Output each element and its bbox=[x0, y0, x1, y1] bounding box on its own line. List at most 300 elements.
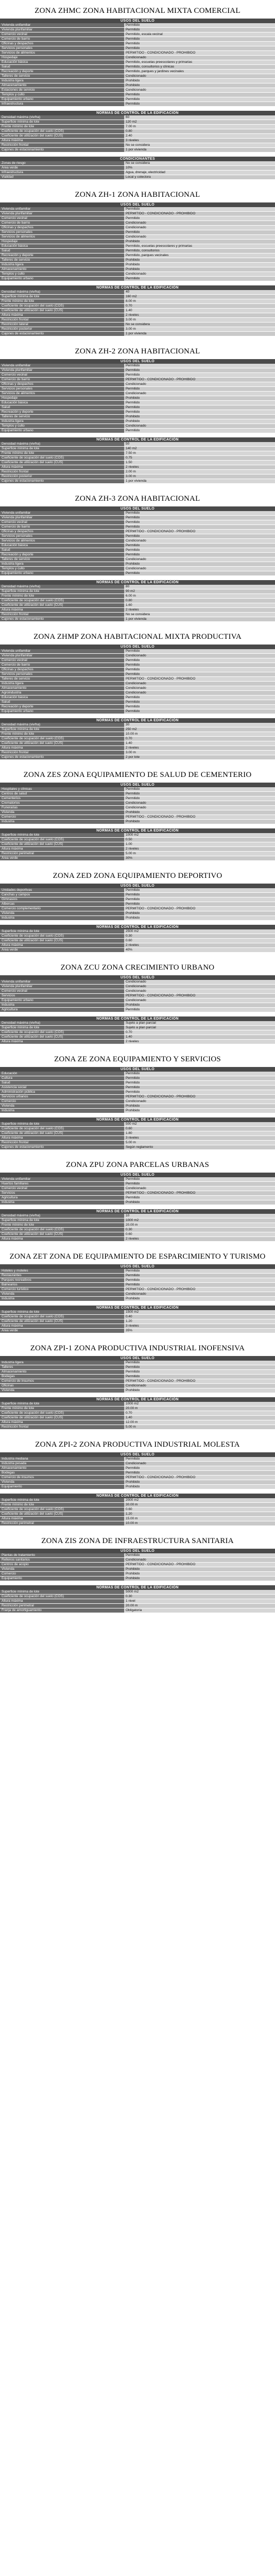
row-value: Prohibido bbox=[124, 396, 275, 401]
row-value: 2 niveles bbox=[124, 1237, 275, 1242]
row-label: Vivienda plurifamiliar bbox=[0, 654, 124, 658]
row-label: Altura máxima bbox=[0, 943, 124, 948]
table-row bbox=[0, 1572, 275, 1577]
table-row bbox=[0, 465, 275, 470]
zone-section bbox=[0, 1356, 275, 1393]
table-row bbox=[0, 97, 275, 102]
row-value: Condicionado bbox=[124, 56, 275, 60]
zone-block bbox=[0, 488, 275, 622]
table-row bbox=[0, 571, 275, 576]
row-value: Condicionado bbox=[124, 980, 275, 985]
row-label: Superficie mínima de lote bbox=[0, 589, 124, 594]
row-label: Comercio bbox=[0, 1572, 124, 1577]
row-label: Altura máxima bbox=[0, 1517, 124, 1521]
row-label: Densidad máxima (viv/ha) bbox=[0, 585, 124, 589]
row-value: Permitido, escuelas preescolares y primarias bbox=[124, 60, 275, 65]
row-label: Talleres de servicio bbox=[0, 677, 124, 682]
section-table bbox=[0, 1553, 275, 1581]
table-row bbox=[0, 272, 275, 277]
table-row bbox=[0, 148, 275, 152]
row-label: Franja de amortiguamiento bbox=[0, 1608, 124, 1613]
table-row bbox=[0, 1521, 275, 1526]
zone-section bbox=[0, 1173, 275, 1205]
table-row bbox=[0, 134, 275, 139]
row-label: Estaciones de servicio bbox=[0, 88, 124, 93]
row-label: Altura máxima bbox=[0, 465, 124, 470]
row-label: Coeficiente de ocupación del suelo (COS) bbox=[0, 456, 124, 461]
row-label: Servicios de alimentos bbox=[0, 51, 124, 56]
table-row bbox=[0, 327, 275, 332]
zone-section bbox=[0, 1397, 275, 1430]
section-table bbox=[0, 1021, 275, 1044]
row-value: Condicionado bbox=[124, 989, 275, 994]
row-label: Hospitales y clínicas bbox=[0, 787, 124, 792]
table-row bbox=[0, 934, 275, 939]
table-row bbox=[0, 893, 275, 897]
row-value: Condicionado bbox=[124, 691, 275, 696]
row-label: Canchas y campos bbox=[0, 893, 124, 897]
row-value: 20.00 m bbox=[124, 1406, 275, 1411]
row-label: Educación básica bbox=[0, 60, 124, 65]
row-value: Permitido bbox=[124, 1269, 275, 1274]
table-row bbox=[0, 1237, 275, 1242]
row-value: Permitido bbox=[124, 429, 275, 433]
row-value: Permitido, parques vecinales bbox=[124, 253, 275, 258]
row-value: 2 niveles bbox=[124, 943, 275, 948]
row-value: Condicionado bbox=[124, 88, 275, 93]
table-row bbox=[0, 1384, 275, 1388]
row-value: No se considera bbox=[124, 143, 275, 148]
table-row bbox=[0, 520, 275, 525]
row-value: 20.00 m bbox=[124, 1604, 275, 1608]
section-table bbox=[0, 1498, 275, 1526]
section-header: NORMAS DE CONTROL DE LA EDIFICACIÓN bbox=[0, 1117, 275, 1122]
table-row bbox=[0, 1040, 275, 1044]
zone-section bbox=[0, 884, 275, 921]
zone-section bbox=[0, 1117, 275, 1150]
row-label: Unidades deportivas bbox=[0, 888, 124, 893]
table-row bbox=[0, 290, 275, 295]
row-value: Permitido bbox=[124, 696, 275, 700]
table-row bbox=[0, 1218, 275, 1223]
row-value: Permitido bbox=[124, 1196, 275, 1200]
table-row bbox=[0, 1191, 275, 1196]
row-value: Permitido bbox=[124, 102, 275, 107]
table-row bbox=[0, 796, 275, 801]
row-label: Restricción frontal bbox=[0, 751, 124, 755]
row-label: Coeficiente de utilización del suelo (CUS) bbox=[0, 1232, 124, 1237]
table-row bbox=[0, 424, 275, 429]
row-label: Industria mediana bbox=[0, 1457, 124, 1462]
table-row bbox=[0, 911, 275, 916]
row-value: 2 niveles bbox=[124, 746, 275, 751]
row-value: 0.70 bbox=[124, 1030, 275, 1035]
row-label: Coeficiente de utilización del suelo (CUS) bbox=[0, 741, 124, 746]
row-value: Condicionado bbox=[124, 806, 275, 810]
row-label: Salud bbox=[0, 548, 124, 553]
row-value: 15.00 m bbox=[124, 1517, 275, 1521]
table-row bbox=[0, 378, 275, 382]
row-label: Vivienda unifamiliar bbox=[0, 1177, 124, 1182]
table-row bbox=[0, 1021, 275, 1026]
row-label: Frente mínimo de lote bbox=[0, 732, 124, 737]
table-row bbox=[0, 751, 275, 755]
zone-section bbox=[0, 1585, 275, 1613]
table-row bbox=[0, 1329, 275, 1333]
row-value: 1.00 bbox=[124, 842, 275, 847]
row-value: Permitido bbox=[124, 1072, 275, 1076]
table-row bbox=[0, 755, 275, 760]
row-label: Oficinas y despachos bbox=[0, 530, 124, 534]
row-value: 5.00 m bbox=[124, 852, 275, 856]
row-value: Permitido bbox=[124, 207, 275, 212]
section-header: NORMAS DE CONTROL DE LA EDIFICACIÓN bbox=[0, 925, 275, 929]
table-row bbox=[0, 705, 275, 709]
section-table bbox=[0, 1072, 275, 1113]
table-row bbox=[0, 125, 275, 129]
table-row bbox=[0, 1086, 275, 1090]
table-row bbox=[0, 392, 275, 396]
row-value: PERMITIDO - CONDICIONADO - PROHIBIDO bbox=[124, 1563, 275, 1567]
table-row bbox=[0, 23, 275, 28]
row-label: Comercio de insumos bbox=[0, 1379, 124, 1384]
row-label: Coeficiente de ocupación del suelo (COS) bbox=[0, 304, 124, 309]
row-value: Permitido bbox=[124, 1278, 275, 1283]
row-label: Comercio bbox=[0, 1099, 124, 1104]
table-row bbox=[0, 902, 275, 907]
table-row bbox=[0, 240, 275, 244]
table-row bbox=[0, 1406, 275, 1411]
zone-section bbox=[0, 1306, 275, 1333]
row-label: Vivienda unifamiliar bbox=[0, 364, 124, 368]
table-row bbox=[0, 562, 275, 567]
row-label: Vivienda bbox=[0, 1104, 124, 1109]
row-label: Industria bbox=[0, 1003, 124, 1008]
table-row bbox=[0, 1485, 275, 1489]
row-value: 90 m2 bbox=[124, 589, 275, 594]
row-value: PERMITIDO - CONDICIONADO - PROHIBIDO bbox=[124, 212, 275, 216]
row-label: Hospedaje bbox=[0, 56, 124, 60]
table-row bbox=[0, 396, 275, 401]
row-label: Almacenamiento bbox=[0, 686, 124, 691]
row-value: Prohibido bbox=[124, 1572, 275, 1577]
row-label: Educación básica bbox=[0, 401, 124, 405]
row-value: Prohibido bbox=[124, 258, 275, 263]
table-row bbox=[0, 792, 275, 796]
section-header: USOS DEL SUELO bbox=[0, 1264, 275, 1269]
row-value: 2 niveles bbox=[124, 847, 275, 852]
table-row bbox=[0, 842, 275, 847]
row-value: Permitido bbox=[124, 1361, 275, 1365]
table-row bbox=[0, 1145, 275, 1150]
zone-title: ZONA ZH-3 ZONA HABITACIONAL bbox=[75, 495, 200, 503]
table-row bbox=[0, 1507, 275, 1512]
row-value: Permitido bbox=[124, 230, 275, 235]
section-header: NORMAS DE CONTROL DE LA EDIFICACIÓN bbox=[0, 1494, 275, 1498]
table-row bbox=[0, 1081, 275, 1086]
row-value: PERMITIDO - CONDICIONADO - PROHIBIDO bbox=[124, 1191, 275, 1196]
table-row bbox=[0, 663, 275, 668]
row-label: Restricción frontal bbox=[0, 1425, 124, 1430]
table-row bbox=[0, 1498, 275, 1503]
section-table bbox=[0, 161, 275, 180]
table-row bbox=[0, 1131, 275, 1136]
row-label: Albercas bbox=[0, 902, 124, 907]
row-value: Prohibido bbox=[124, 79, 275, 83]
row-value: 20.00 m bbox=[124, 1223, 275, 1228]
row-label: Coeficiente de utilización del suelo (CUS) bbox=[0, 1319, 124, 1324]
table-row bbox=[0, 474, 275, 479]
row-label: Coeficiente de utilización del suelo (CUS) bbox=[0, 1512, 124, 1517]
row-label: Industria bbox=[0, 916, 124, 921]
row-value: Condicionado bbox=[124, 567, 275, 571]
row-label: Industria bbox=[0, 820, 124, 824]
section-table bbox=[0, 888, 275, 921]
row-label: Templos y culto bbox=[0, 424, 124, 429]
zone-block bbox=[0, 626, 275, 760]
table-row bbox=[0, 323, 275, 327]
row-label: Frente mínimo de lote bbox=[0, 299, 124, 304]
table-row bbox=[0, 727, 275, 732]
row-value: 0.40 bbox=[124, 1315, 275, 1319]
row-label: Altura máxima bbox=[0, 139, 124, 143]
zone-section bbox=[0, 285, 275, 336]
section-header: NORMAS DE CONTROL DE LA EDIFICACIÓN bbox=[0, 437, 275, 442]
table-row bbox=[0, 1310, 275, 1315]
row-label: Servicios bbox=[0, 994, 124, 998]
table-row bbox=[0, 852, 275, 856]
row-label: Vivienda bbox=[0, 1388, 124, 1393]
row-label: Vivienda bbox=[0, 1292, 124, 1297]
table-row bbox=[0, 567, 275, 571]
table-row bbox=[0, 309, 275, 313]
row-label: Densidad máxima (viv/ha) bbox=[0, 442, 124, 447]
section-header: USOS DEL SUELO bbox=[0, 645, 275, 649]
table-row bbox=[0, 1517, 275, 1521]
section-header: USOS DEL SUELO bbox=[0, 783, 275, 787]
row-value: Permitido bbox=[124, 705, 275, 709]
section-header: USOS DEL SUELO bbox=[0, 19, 275, 23]
table-row bbox=[0, 253, 275, 258]
row-value: PERMITIDO - CONDICIONADO - PROHIBIDO bbox=[124, 530, 275, 534]
row-label: Densidad máxima (viv/ha) bbox=[0, 115, 124, 120]
zone-title: ZONA ZED ZONA EQUIPAMIENTO DEPORTIVO bbox=[53, 872, 222, 880]
row-label: Recreación y deporte bbox=[0, 553, 124, 557]
table-row bbox=[0, 847, 275, 852]
section-header: USOS DEL SUELO bbox=[0, 1173, 275, 1177]
table-row bbox=[0, 594, 275, 599]
table-row bbox=[0, 746, 275, 751]
row-value: PERMITIDO - CONDICIONADO - PROHIBIDO bbox=[124, 815, 275, 820]
row-label: Centros de salud bbox=[0, 792, 124, 796]
row-value: Permitido bbox=[124, 516, 275, 520]
section-table bbox=[0, 833, 275, 861]
row-label: Restricción posterior bbox=[0, 474, 124, 479]
row-label: Vivienda plurifamiliar bbox=[0, 368, 124, 373]
row-label: Almacenamiento bbox=[0, 1370, 124, 1375]
row-label: Educación básica bbox=[0, 696, 124, 700]
row-label: Frente mínimo de lote bbox=[0, 451, 124, 456]
table-row bbox=[0, 1099, 275, 1104]
row-label: Centros de acopio bbox=[0, 1563, 124, 1567]
row-value: Prohibido bbox=[124, 1200, 275, 1205]
table-row bbox=[0, 525, 275, 530]
row-value: 0.70 bbox=[124, 304, 275, 309]
row-value: 5.00 m bbox=[124, 1141, 275, 1145]
table-row bbox=[0, 405, 275, 410]
row-label: Coeficiente de ocupación del suelo (COS) bbox=[0, 838, 124, 842]
table-row bbox=[0, 364, 275, 368]
table-row bbox=[0, 544, 275, 548]
row-label: Coeficiente de ocupación del suelo (COS) bbox=[0, 1127, 124, 1131]
row-label: Gimnasios bbox=[0, 897, 124, 902]
row-label: Vivienda plurifamiliar bbox=[0, 516, 124, 520]
row-value: 2 niveles bbox=[124, 608, 275, 613]
table-row bbox=[0, 1076, 275, 1081]
table-row bbox=[0, 943, 275, 948]
row-label: Industria ligera bbox=[0, 562, 124, 567]
table-row bbox=[0, 929, 275, 934]
section-table bbox=[0, 1269, 275, 1301]
zone-title: ZONA ZH-2 ZONA HABITACIONAL bbox=[75, 347, 200, 355]
row-value: Según reglamento bbox=[124, 1145, 275, 1150]
table-row bbox=[0, 787, 275, 792]
row-value: Permitido bbox=[124, 368, 275, 373]
table-row bbox=[0, 691, 275, 696]
row-value: 1000 m2 bbox=[124, 1402, 275, 1406]
row-value: 1.40 bbox=[124, 309, 275, 313]
row-value: 0.70 bbox=[124, 1411, 275, 1416]
row-value: Permitido, escuelas preescolares y primarias bbox=[124, 244, 275, 249]
table-row bbox=[0, 277, 275, 281]
row-value: Permitido bbox=[124, 649, 275, 654]
row-label: Equipamiento bbox=[0, 1485, 124, 1489]
table-row bbox=[0, 1388, 275, 1393]
row-label: Superficie mínima de lote bbox=[0, 833, 124, 838]
table-row bbox=[0, 115, 275, 120]
row-label: Superficie mínima de lote bbox=[0, 1402, 124, 1406]
table-row bbox=[0, 143, 275, 148]
section-table bbox=[0, 1402, 275, 1430]
row-value: Prohibido bbox=[124, 1109, 275, 1113]
table-row bbox=[0, 613, 275, 617]
zone-title: ZONA ZPU ZONA PARCELAS URBANAS bbox=[66, 1161, 209, 1169]
zone-block bbox=[0, 1530, 275, 1613]
table-row bbox=[0, 37, 275, 42]
table-row bbox=[0, 221, 275, 226]
zone-block bbox=[0, 0, 275, 180]
table-row bbox=[0, 1109, 275, 1113]
row-value: Permitido bbox=[124, 364, 275, 368]
zone-title: ZONA ZPI-1 ZONA PRODUCTIVA INDUSTRIAL INOFENSIVA bbox=[30, 1344, 245, 1352]
row-value: 0.75 bbox=[124, 456, 275, 461]
table-row bbox=[0, 1480, 275, 1485]
table-row bbox=[0, 479, 275, 484]
table-row bbox=[0, 534, 275, 539]
row-label: Densidad máxima (viv/ha) bbox=[0, 723, 124, 727]
table-row bbox=[0, 897, 275, 902]
section-table bbox=[0, 1177, 275, 1205]
row-value: 10.00 m bbox=[124, 732, 275, 737]
row-value: 5.00 m bbox=[124, 1425, 275, 1430]
zone-section bbox=[0, 1452, 275, 1489]
row-value: Permitido bbox=[124, 42, 275, 46]
row-label: Altura máxima bbox=[0, 1324, 124, 1329]
row-value: Permitido bbox=[124, 787, 275, 792]
row-value: Permitido bbox=[124, 511, 275, 516]
row-label: Cajones de estacionamiento bbox=[0, 755, 124, 760]
table-row bbox=[0, 511, 275, 516]
row-value: Permitido bbox=[124, 401, 275, 405]
row-label: Servicios de alimentos bbox=[0, 235, 124, 240]
row-label: Restricción frontal bbox=[0, 613, 124, 617]
table-row bbox=[0, 249, 275, 253]
row-value: Prohibido bbox=[124, 1485, 275, 1489]
table-row bbox=[0, 456, 275, 461]
row-label: Coeficiente de utilización del suelo (CUS) bbox=[0, 842, 124, 847]
row-value: 7.00 m bbox=[124, 125, 275, 129]
row-label: Coeficiente de ocupación del suelo (COS) bbox=[0, 1507, 124, 1512]
row-label: Frente mínimo de lote bbox=[0, 1406, 124, 1411]
table-row bbox=[0, 207, 275, 212]
table-row bbox=[0, 1370, 275, 1375]
row-value: Prohibido bbox=[124, 1577, 275, 1581]
row-label: Almacenamiento bbox=[0, 83, 124, 88]
row-value: Permitido bbox=[124, 1466, 275, 1471]
table-row bbox=[0, 56, 275, 60]
row-label: Restricción posterior bbox=[0, 327, 124, 332]
row-label: Infraestructura bbox=[0, 171, 124, 175]
row-label: Altura máxima bbox=[0, 1040, 124, 1044]
row-value: Prohibido bbox=[124, 916, 275, 921]
row-value: 7.50 m bbox=[124, 451, 275, 456]
row-value: Condicionado bbox=[124, 382, 275, 387]
row-label: Comercio vecinal bbox=[0, 32, 124, 37]
row-value: Permitido bbox=[124, 1365, 275, 1370]
row-value: 2000 m2 bbox=[124, 1498, 275, 1503]
row-label: Superficie mínima de lote bbox=[0, 1218, 124, 1223]
row-value: 3.00 m bbox=[124, 751, 275, 755]
row-value: 1.50 bbox=[124, 461, 275, 465]
row-value: Permitido bbox=[124, 553, 275, 557]
row-label: Frente mínimo de lote bbox=[0, 125, 124, 129]
table-row bbox=[0, 129, 275, 134]
zone-title: ZONA ZPI-2 ZONA PRODUCTIVA INDUSTRIAL MOLESTA bbox=[35, 1440, 240, 1449]
table-row bbox=[0, 1503, 275, 1507]
row-value: Permitido bbox=[124, 1457, 275, 1462]
row-value: 40% bbox=[124, 948, 275, 953]
row-value: Prohibido bbox=[124, 419, 275, 424]
row-value: PERMITIDO - CONDICIONADO - PROHIBIDO bbox=[124, 1287, 275, 1292]
table-row bbox=[0, 668, 275, 672]
row-value: Condicionado bbox=[124, 74, 275, 79]
row-value: PERMITIDO - CONDICIONADO - PROHIBIDO bbox=[124, 378, 275, 382]
zone-section bbox=[0, 1016, 275, 1044]
row-label: Restricción frontal bbox=[0, 318, 124, 323]
section-header: USOS DEL SUELO bbox=[0, 202, 275, 207]
row-value: Permitido bbox=[124, 548, 275, 553]
row-value: Permitido bbox=[124, 525, 275, 530]
table-row bbox=[0, 856, 275, 861]
row-value: 0.70 bbox=[124, 737, 275, 741]
row-label: Talleres de servicio bbox=[0, 258, 124, 263]
section-header: CONDICIONANTES bbox=[0, 157, 275, 161]
table-row bbox=[0, 939, 275, 943]
row-value: 0.60 bbox=[124, 1232, 275, 1237]
table-row bbox=[0, 1283, 275, 1287]
row-value: 3 niveles bbox=[124, 139, 275, 143]
table-row bbox=[0, 60, 275, 65]
